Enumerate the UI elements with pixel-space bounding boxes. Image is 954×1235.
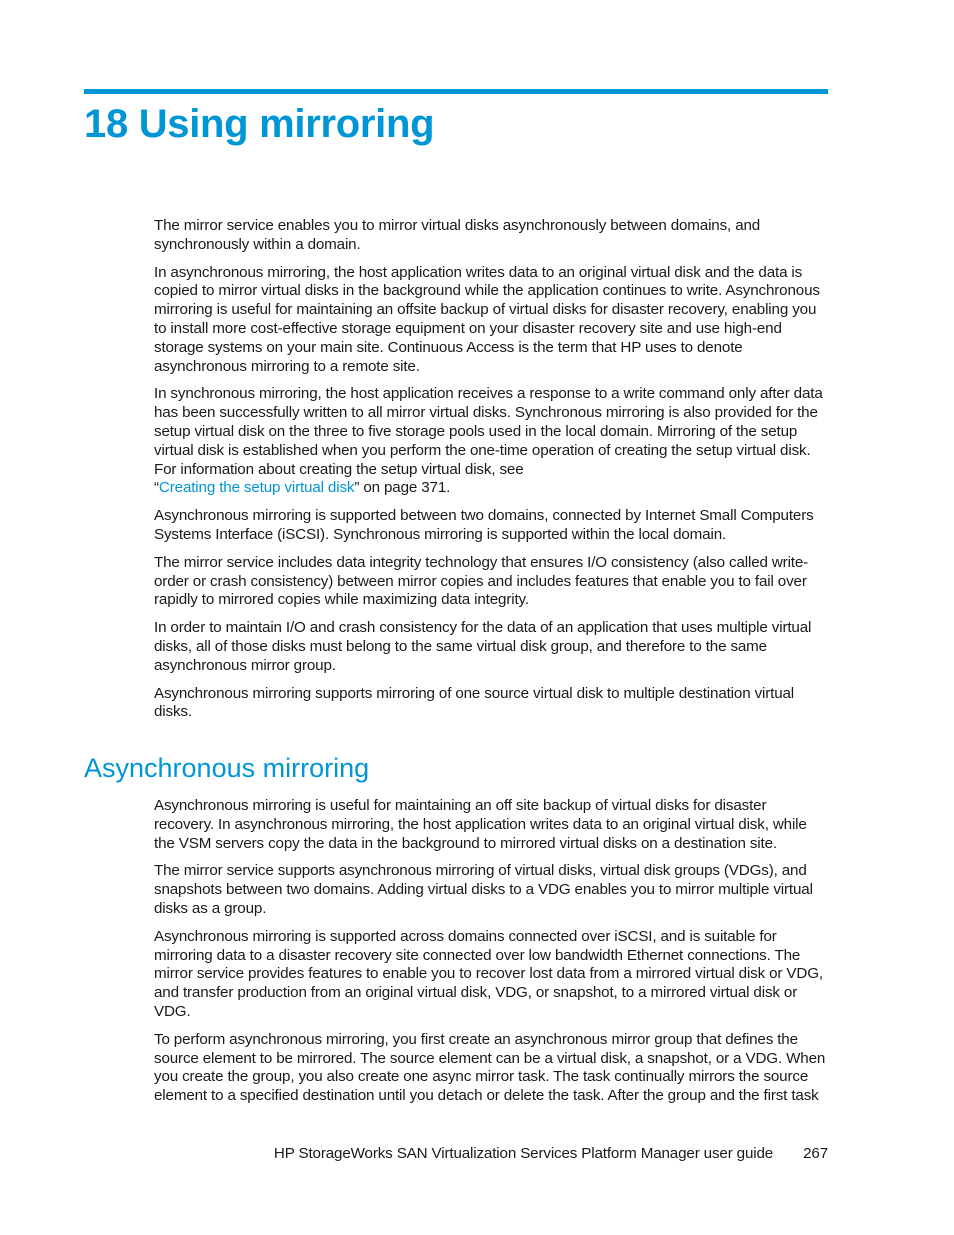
intro-paragraph-1: The mirror service enables you to mirror virtual disks asynchronously between domains, and synchronously within a domain. — [154, 217, 761, 253]
intro-body — [154, 217, 830, 731]
page-reference: ” on page 371. — [354, 479, 451, 497]
intro-paragraph-4: Asynchronous mirroring is supported between two domains, connected by Internet Small Computers Systems Interface (iSCSI). Synchronous mirroring is supported within the local domain. — [154, 507, 814, 543]
intro-paragraph-3 — [154, 385, 830, 498]
page-number: 267 — [803, 1145, 828, 1162]
async-paragraph-3: Asynchronous mirroring is supported across domains connected over iSCSI, and is suitable for mirroring data to a disaster recovery site connected over low bandwidth Ethernet connections. The mirror service provides features to enable you to recover lost data from a mirrored virtual disk or VDG, and transfer production from an original virtual disk, VDG, or snapshot, to a mirrored virtual disk or VDG. — [154, 927, 823, 1020]
intro-paragraph-7: Asynchronous mirroring supports mirroring of one source virtual disk to multiple destination virtual disks. — [154, 684, 795, 721]
creating-setup-virtual-disk-link[interactable]: Creating the setup virtual disk — [158, 479, 355, 497]
footer-guide-title: HP StorageWorks SAN Virtualization Services Platform Manager user guide — [273, 1145, 774, 1162]
chapter-top-rule — [84, 89, 828, 94]
async-section-body — [154, 797, 830, 1115]
page-footer — [274, 1144, 828, 1163]
section-title-async: Asynchronous mirroring — [84, 753, 370, 783]
intro-paragraph-5: The mirror service includes data integrity technology that ensures I/O consistency (also called write-order or crash consistency) between mirror copies and includes features that enable you to fail over rapidly to mirrored copies while maximizing data integrity. — [154, 553, 809, 609]
intro-paragraph-6: In order to maintain I/O and crash consistency for the data of an application that uses multiple virtual disks, all of those disks must belong to the same virtual disk group, and therefore to the same asynchronous mirror group. — [154, 619, 812, 674]
intro-paragraph-2: In asynchronous mirroring, the host application writes data to an original virtual disk and the data is copied to mirror virtual disks in the background while the application continues to write. Asynchronous mirroring is useful for maintaining an offsite backup of virtual disks for disaster recovery, enabling you to install more cost-effective storage equipment on your disaster recovery site and use high-end storage systems on your main site. Continuous Access is the term that HP uses to denote asynchronous mirroring to a remote site. — [154, 263, 820, 375]
async-paragraph-4: To perform asynchronous mirroring, you first create an asynchronous mirror group that defines the source element to be mirrored. The source element can be a virtual disk, a snapshot, or a VDG. When you create the group, you also create one async mirror task. The task continually mirrors the source element to a specified destination until you detach or delete the task. After the group and the first task — [154, 1030, 826, 1105]
chapter-title: 18 Using mirroring — [84, 102, 435, 146]
async-paragraph-2: The mirror service supports asynchronous mirroring of virtual disks, virtual disk groups (VDGs), and snapshots between two domains. Adding virtual disks to a VDG enables you to mirror multiple virtual disks as a group. — [154, 862, 813, 917]
async-paragraph-1: Asynchronous mirroring is useful for maintaining an off site backup of virtual disks for disaster recovery. In asynchronous mirroring, the host application writes data to an original virtual disk, while the VSM servers copy the data in the background to mirrored virtual disks on a destination site. — [154, 797, 807, 852]
quote-open: “ — [154, 479, 159, 497]
intro-paragraph-3-text: In synchronous mirroring, the host application receives a response to a write command only after data has been successfully written to all mirror virtual disks. Synchronous mirroring is also provided for the setup virtual disk on the three to five storage pools used in the local domain. Mirroring of the setup virtual disk is established when you perform the one-time operation of creating the setup virtual disk. For information about creating the setup virtual disk, see — [154, 385, 823, 478]
